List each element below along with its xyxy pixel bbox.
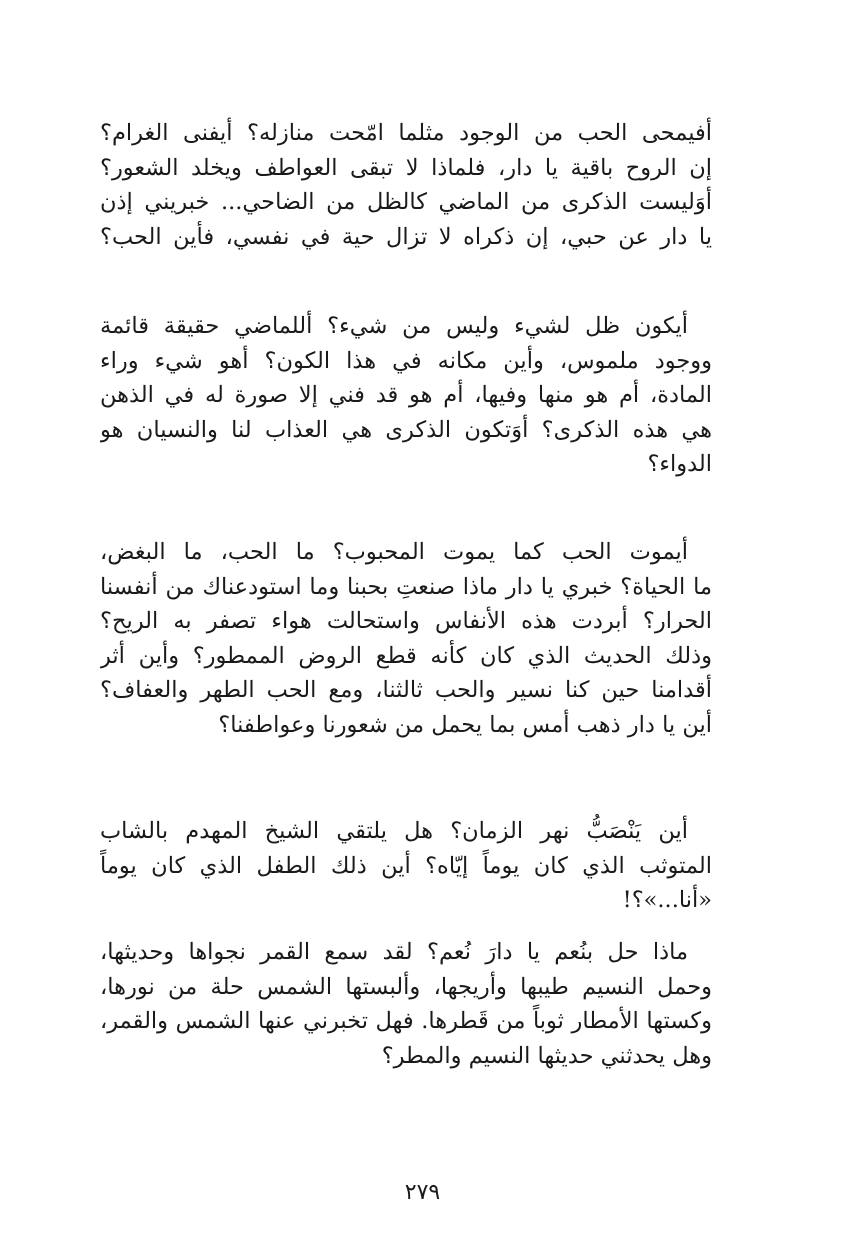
text-line: أيكون ظل لشيء وليس من شيء؟ أللماضي حقيقة قائمة: [100, 313, 688, 339]
text-line: أقدامنا حين كنا نسير والحب ثالثنا، ومع الحب الطهر والعفاف؟: [100, 677, 712, 703]
text-line: إن الروح باقية يا دار، فلماذا لا تبقى العواطف ويخلد الشعور؟: [100, 154, 712, 181]
text-line: وحمل النسيم طيبها وأريجها، وألبستها الشمس حلة من نورها،: [100, 973, 712, 1000]
paragraph-4: [100, 814, 712, 918]
text-line: ما الحياة؟ خبري يا دار ماذا صنعتِ بحبنا وما استودعناك من أنفسنا: [100, 573, 712, 600]
paragraph-5: [100, 935, 712, 1073]
text-line: وذلك الحديث الذي كان كأنه قطع الروض الممطور؟ وأين أثر: [100, 642, 712, 669]
text-line: أفيمحى الحب من الوجود مثلما امّحت منازله؟ أيفنى الغرام؟: [100, 120, 712, 146]
text-line: المتوثب الذي كان يوماً إيّاه؟ أين ذلك الطفل الذي كان يوماً: [100, 852, 712, 879]
text-line: المادة، أم هو منها وفيها، أم هو قد فني إلا صورة له في الذهن: [100, 382, 712, 408]
text-line: «أنا...»؟!: [622, 887, 712, 913]
text-line: وهل يحدثني حديثها النسيم والمطر؟: [381, 1042, 712, 1069]
text-line: ماذا حل بنُعم يا دارَ نُعم؟ لقد سمع القمر نجواها وحديثها،: [100, 939, 688, 965]
paragraph-2: [100, 309, 712, 482]
paragraph-3: [100, 535, 712, 742]
text-line: الحرار؟ أبردت هذه الأنفاس واستحالت هواء تصفر به الريح؟: [100, 608, 712, 634]
text-line: أين يا دار ذهب أمس بما يحمل من شعورنا وعواطفنا؟: [218, 711, 712, 738]
text-line: يا دار عن حبي، إن ذكراه لا تزال حية في نفسي، فأين الحب؟: [100, 223, 712, 250]
paragraph-1: [100, 116, 712, 254]
text-line: أيموت الحب كما يموت المحبوب؟ ما الحب، ما البغض،: [100, 539, 688, 565]
text-line: الدواء؟: [647, 451, 712, 477]
text-line: وكستها الأمطار ثوباً من قَطرها. فهل تخبرني عنها الشمس والقمر،: [100, 1008, 712, 1034]
text-line: أين يَنْصَبُّ نهر الزمان؟ هل يلتقي الشيخ المهدم بالشاب: [100, 818, 688, 844]
text-line: هي هذه الذكرى؟ أوَتكون الذكرى هي العذاب لنا والنسيان هو: [100, 416, 712, 443]
page-number: ٢٧٩: [404, 1180, 441, 1205]
text-line: أوَليست الذكرى من الماضي كالظل من الضاحي... خبريني إذن: [100, 189, 712, 215]
text-line: ووجود ملموس، وأين مكانه في هذا الكون؟ أهو شيء وراء: [100, 347, 712, 374]
